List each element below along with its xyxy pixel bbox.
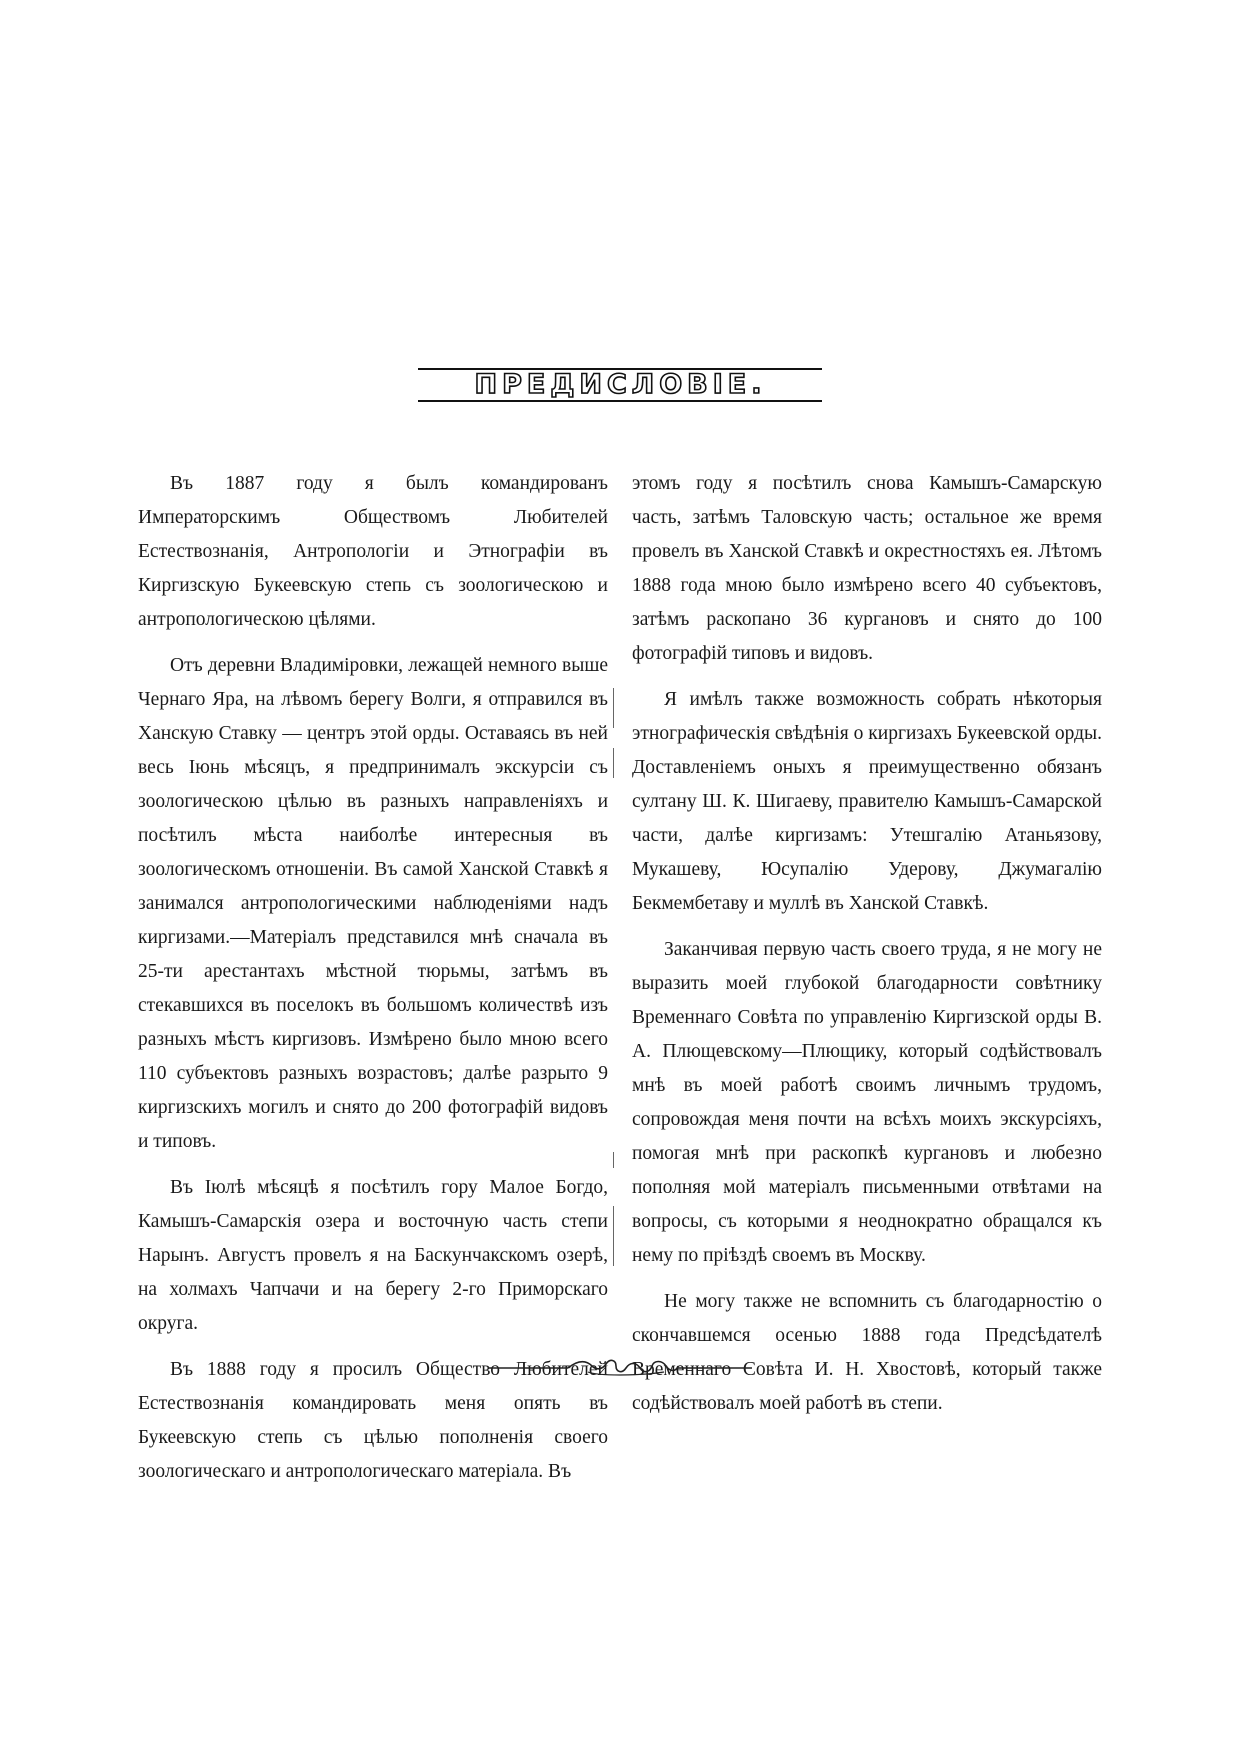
ornament-flourish-icon bbox=[488, 1354, 752, 1382]
paragraph-4: Въ 1888 году я просилъ Общество Любителей Естествознанія командировать меня опять въ Букеевскую степь съ цѣлью пополненія своего зоологическаго и антропологическаго матеріала. Въ bbox=[138, 1359, 608, 1482]
paragraph-7: Заканчивая первую часть своего труда, я не могу не выразить моей глубокой благодарности совѣтнику Временнаго Совѣта по управленію Киргизской орды В. А. Плющевскому—Плющику, который содѣйствовалъ мнѣ въ моей работѣ своимъ личнымъ трудомъ, сопровождая меня почти на всѣхъ моихъ экскурсіяхъ, помогая мнѣ при раскопкѣ кургановъ и любезно пополняя мой матеріалъ письменными отвѣтами на вопросы, съ которыми я неоднократно обращался къ нему по пріѣздѣ своемъ въ Москву. bbox=[632, 939, 1102, 1266]
right-column bbox=[632, 467, 1102, 1433]
column-mark-4 bbox=[613, 1206, 614, 1266]
paragraph-2: Отъ деревни Владиміровки, лежащей немного выше Чернаго Яра, на лѣвомъ берегу Волги, я отправился въ Ханскую Ставку — центръ этой орды. Оставаясь въ ней весь Іюнь мѣсяцъ, я предпринималъ экскурсіи съ зоологическою цѣлью въ разныхъ направленіяхъ и посѣтилъ мѣста наиболѣе интересныя въ зоологическомъ отношеніи. Въ самой Ханской Ставкѣ я занимался антропологическими наблюденіями надъ киргизами.—Матеріалъ представился мнѣ сначала въ 25-ти арестантахъ мѣстной тюрьмы, затѣмъ въ стекавшихся въ поселокъ въ большомъ количествѣ изъ разныхъ мѣстъ киргизовъ. Измѣрено было мною всего 110 субъектовъ разныхъ возрастовъ; далѣе разрыто 9 киргизскихъ могилъ и снято до 200 фотографій видовъ и типовъ. bbox=[138, 655, 608, 1152]
paragraph-8: Не могу также не вспомнить съ благодарностію о скончавшемся осенью 1888 года Предсѣдателѣ Временнаго Совѣта И. Н. Хвостовѣ, который также содѣйствовалъ моей работѣ въ степи. bbox=[632, 1291, 1102, 1414]
paragraph-3: Въ Іюлѣ мѣсяцѣ я посѣтилъ гору Малое Богдо, Камышъ-Самарскія озера и восточную часть степи Нарынъ. Августъ провелъ я на Баскунчакскомъ озерѣ, на холмахъ Чапчачи и на берегу 2-го Приморскаго округа. bbox=[138, 1177, 608, 1334]
paragraph-1: Въ 1887 году я былъ командированъ Императорскимъ Обществомъ Любителей Естествознанія, Антропологіи и Этнографіи въ Киргизскую Букеевскую степь съ зоологическою и антропологическою цѣлями. bbox=[138, 473, 608, 630]
column-mark-3 bbox=[613, 1152, 614, 1168]
title-bottom-rule bbox=[418, 400, 822, 402]
column-mark-1 bbox=[613, 688, 614, 728]
page-title: ПРЕДИСЛОВІЕ. bbox=[474, 369, 767, 400]
paragraph-6: Я имѣлъ также возможность собрать нѣкоторыя этнографическія свѣдѣнія о киргизахъ Букеевской орды. Доставленіемъ оныхъ я преимущественно обязанъ султану Ш. К. Шигаеву, правителю Камышъ-Самарской части, далѣе киргизамъ: Утешгалію Атаньязову, Мукашеву, Юсупалію Удерову, Джумагалію Бекмембетаву и муллѣ въ Ханской Ставкѣ. bbox=[632, 689, 1102, 914]
column-mark-2 bbox=[613, 748, 614, 778]
paragraph-5: этомъ году я посѣтилъ снова Камышъ-Самарскую часть, затѣмъ Таловскую часть; остальное же время провелъ въ Ханской Ставкѣ и окрестностяхъ ея. Лѣтомъ 1888 года мною было измѣрено всего 40 субъектовъ, затѣмъ раскопано 36 кургановъ и снято до 100 фотографій типовъ и видовъ. bbox=[632, 473, 1102, 664]
left-column bbox=[138, 467, 608, 1501]
